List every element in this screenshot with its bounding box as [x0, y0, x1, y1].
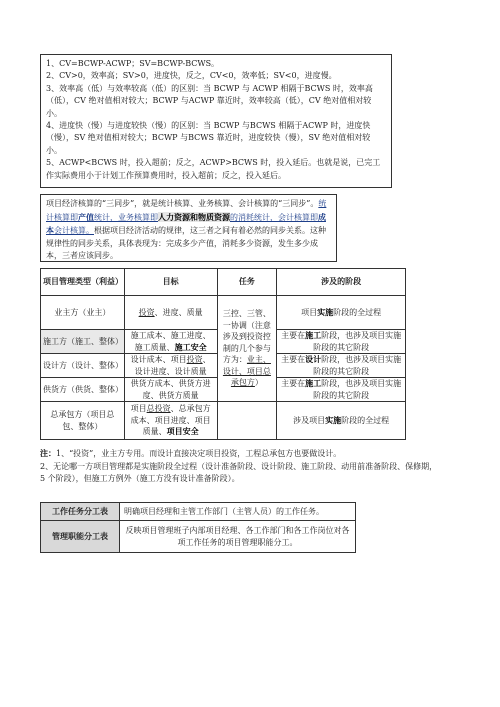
- note-line-2: 2、无论哪一方项目管理都是实施阶段全过程（设计准备阶段、设计阶段、施工阶段、动用前准备阶段、保修期，5 个阶段），但施工方例外（施工方没有设计准备阶段）。: [40, 461, 438, 483]
- goal-underlined: 投资: [186, 355, 203, 364]
- goal-underlined: 总投资: [146, 404, 171, 414]
- goal-cell: [124, 378, 217, 402]
- row-label: 工作任务分工表: [41, 503, 120, 521]
- goal-cell: [124, 330, 217, 354]
- goal-text-post: 、设计进度、设计质量: [134, 355, 211, 376]
- note-line-1: [40, 447, 440, 461]
- header-goal: 目标: [124, 269, 217, 296]
- task-merged-cell: [217, 296, 277, 402]
- stage-cell: [277, 378, 406, 402]
- goal-text: 施工成本、施工进度、施工质量、: [130, 331, 211, 352]
- mgmt-type-table: [40, 268, 406, 440]
- table-row: [41, 402, 406, 440]
- finance-accounting-end: 会计核算。: [54, 226, 94, 236]
- task-empty-cell: [217, 402, 277, 440]
- goal-underlined: 投资: [138, 307, 155, 317]
- header-type: 项目管理类型（利益）: [41, 269, 125, 296]
- goal-bold: 施工安全: [174, 341, 207, 352]
- task-end: ）: [254, 378, 263, 388]
- row-text: 反映项目管理班子内部项目经理、各工作部门和各工作岗位对各项工作任务的项目管理职能分工。: [120, 521, 356, 553]
- stage-cell: [277, 354, 406, 378]
- formula-line-3: 3、效率高（低）与效率较高（低）的区别：当 BCWP 与 ACWP 相隔于BCWS 时，效率高（低），CV 绝对值相对较大；BCWP 与ACWP 靠近时，效率较高（低），CV 绝对值相对较小。: [46, 83, 373, 118]
- formulas-box: [40, 54, 392, 188]
- type-cell: 施工方（施工、整体）: [41, 330, 125, 354]
- type-cell: 设计方（设计、整体）: [41, 354, 125, 378]
- goal-text: 项目: [130, 404, 147, 414]
- goal-cell: [124, 296, 217, 330]
- stage-text: 涉及项目: [293, 415, 326, 425]
- formula-line-5: 5、ACWP<BCWS 时，投入超前；反之，ACWP>BCWS 时，投入延后。也就是说，已完工作实际费用小于计划工作预算费用时，投入超前；反之，投入延后。: [46, 158, 381, 180]
- formula-line-1: 1、CV=BCWP-ACWP；SV=BCWP-BCWS。: [46, 59, 220, 68]
- goal-text: 设计成本、项目: [130, 355, 187, 364]
- stage-bold: 施工: [305, 378, 322, 388]
- stage-text: 主要在: [281, 355, 306, 364]
- stage-text-post: 阶段的全过程: [341, 415, 390, 425]
- goal-cell: [124, 354, 217, 378]
- table-row: [41, 521, 356, 553]
- stage-text-post: 阶段，也涉及项目实施阶段的其它阶段: [313, 355, 402, 376]
- cost-term: 成本: [46, 211, 326, 236]
- table-header-row: [41, 269, 406, 296]
- stage-text-post: 阶段，也涉及项目实施阶段的其它阶段: [313, 379, 402, 400]
- stage-cell: [277, 296, 406, 330]
- table-row: [41, 296, 406, 330]
- stage-bold: 设计: [305, 354, 322, 364]
- stage-text-post: 阶段，也涉及项目实施阶段的其它阶段: [313, 331, 402, 352]
- accounting-box: [40, 194, 337, 262]
- resources-term: 人力资源和物质资源: [158, 211, 230, 222]
- task-underlined: 业主、设计、项目总承包方: [222, 355, 271, 388]
- accounting-rule: 根据项目经济活动的规律，这三者之间有着必然的同步关系。这种规律性的同步关系，具体表现为：完成多少产值，消耗多少资源，发生多少成本，三者应该同步。: [46, 226, 326, 261]
- stage-bold: 实施: [325, 414, 342, 425]
- stage-cell: [277, 402, 406, 440]
- stage-cell: [277, 330, 406, 354]
- stage-text-post: 阶段的全过程: [333, 307, 382, 317]
- goal-text-post: 、进度、质量: [154, 307, 203, 317]
- formula-line-2: 2、CV>0，效率高；SV>0，进度快，反之，CV<0，效率低；SV<0，进度慢。: [46, 71, 337, 81]
- finance-accounting-label: 的消耗统计，会计核算即: [230, 212, 318, 222]
- business-accounting-label: 统计，业务核算即: [94, 212, 158, 222]
- goal-text-post: 、总承包方成本、项目进度、项目质量、: [130, 404, 211, 437]
- accounting-intro: 项目经济核算的“三同步”，就是统计核算、业务核算、会计核算的“三同步”。: [46, 199, 319, 208]
- type-cell: 总承包方（项目总包、整体）: [41, 402, 125, 440]
- goal-cell: [124, 402, 217, 440]
- header-task: 任务: [217, 269, 277, 296]
- row-text: 明确项目经理和主管工作部门（主管人员）的工作任务。: [120, 503, 356, 521]
- stage-bold: 实施: [317, 306, 334, 317]
- stage-bold: 施工: [305, 330, 322, 340]
- formula-line-4: 4、进度快（慢）与进度较快（慢）的区别：当 BCWP 与BCWS 相隔于ACWP 时，进度快（慢），SV 绝对值相对较大；BCWP 与BCWS 靠近时，进度较快（慢），SV 绝对值相对较小。: [46, 121, 371, 155]
- notes: [40, 447, 440, 486]
- task-text: 三控、三管、一协调（注意涉及到投资控制的几个参与方为：: [222, 309, 271, 365]
- type-cell: 业主方（业主）: [41, 296, 125, 330]
- note-text-1: 1、“投资”，业主方专用。而设计直接决定项目投资，工程总承包方也要做设计。: [56, 449, 342, 458]
- type-cell: 供货方（供货、整体）: [41, 378, 125, 402]
- goal-bold: 项目安全: [166, 426, 199, 437]
- note-label: 注：: [40, 448, 56, 458]
- goal-text: 供货方成本、供货方进度、供货方质量: [130, 379, 211, 400]
- header-stage: 涉及的阶段: [277, 269, 406, 296]
- stage-text: 主要在: [281, 379, 306, 388]
- table-row: [41, 503, 356, 521]
- output-value-term: 产值: [78, 211, 94, 222]
- stage-text: 主要在: [281, 331, 306, 340]
- stat-accounting-label: 统计核算即: [46, 199, 327, 222]
- division-table: [40, 502, 356, 553]
- row-label: 管理职能分工表: [41, 521, 120, 553]
- stage-text: 项目: [301, 307, 318, 317]
